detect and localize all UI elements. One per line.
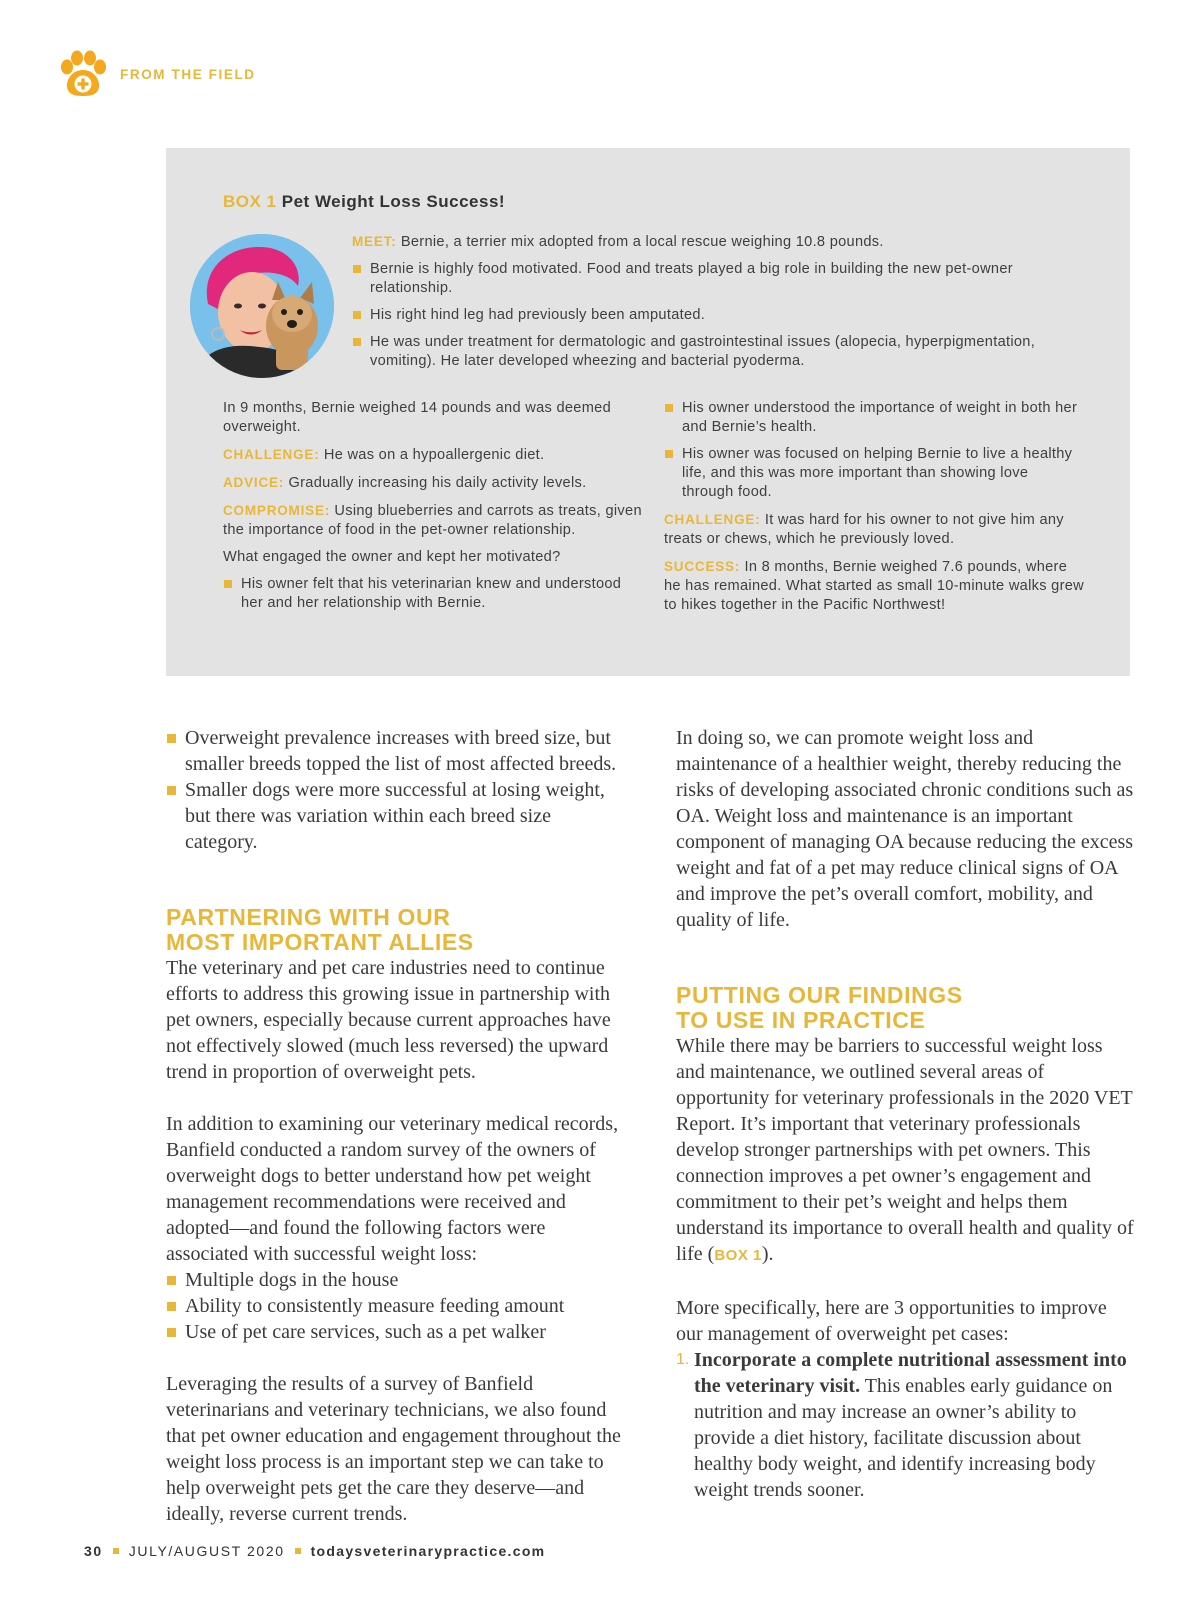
findings-bullets	[166, 725, 626, 855]
paragraph: In doing so, we can promote weight loss and maintenance of a healthier weight, thereby reducing the risks of developing associated chronic conditions such as OA. Weight loss and maintenance is an important component of managing OA because reducing the excess weight and fat of a pet may reduce clinical signs of OA and improve the pet’s overall comfort, mobility, and quality of life.	[676, 727, 1134, 931]
advice-label: ADVICE:	[223, 475, 285, 490]
paragraph-end: ).	[761, 1243, 774, 1265]
motivation-bullets-right	[664, 399, 1084, 502]
meet-bullets	[352, 260, 1072, 371]
success-label: SUCCESS:	[664, 559, 741, 574]
photo-illustration	[190, 234, 334, 378]
success-factors-list	[166, 1267, 626, 1345]
separator-square-icon	[113, 1548, 119, 1554]
factor-item: Multiple dogs in the house	[166, 1267, 626, 1293]
meet-label: MEET:	[352, 234, 397, 249]
body-column-left	[166, 725, 626, 1527]
box-success	[664, 557, 1084, 615]
paragraph-text: While there may be barriers to successful weight loss and maintenance, we outlined several areas of opportunity for veterinary professionals in the 2020 VET Report. It’s important that veterinary professionals develop stronger partnerships with pet owners. This connection improves a pet owner’s engagement and commitment to their pet’s weight and helps them understand its importance to overall health and quality of life (	[676, 1035, 1134, 1265]
box-column-right	[664, 399, 1084, 623]
body-column-right	[676, 725, 1136, 1503]
box-intro: In 9 months, Bernie weighed 14 pounds and was deemed overweight.	[223, 400, 611, 435]
challenge-label: CHALLENGE:	[664, 512, 761, 527]
findings-bullet: Smaller dogs were more successful at losing weight, but there was variation within each breed size category.	[166, 777, 626, 855]
paragraph: In addition to examining our veterinary medical records, Banfield conducted a random survey of the owners of overweight dogs to better understand how pet weight management recommendations were received and adopted—and found the following factors were associated with successful weight loss:	[166, 1113, 619, 1265]
item-text: This enables early guidance on nutrition and may increase an owner’s ability to provide a diet history, facilitate discussion about healthy body weight, and identify increasing body weight trends sooner.	[694, 1375, 1113, 1501]
site-url: todaysveterinarypractice.com	[310, 1543, 546, 1559]
challenge-text: He was on a hypoallergenic diet.	[319, 447, 545, 463]
heading-line: PARTNERING WITH OUR	[166, 904, 451, 930]
heading-line: MOST IMPORTANT ALLIES	[166, 929, 474, 955]
advice-text: Gradually increasing his daily activity levels.	[284, 475, 587, 491]
owner-and-dog-photo	[190, 234, 334, 378]
motivation-bullets-left	[223, 575, 643, 613]
box-reference: BOX 1	[714, 1247, 762, 1264]
page-number: 30	[84, 1543, 103, 1559]
page-footer	[84, 1543, 545, 1559]
heading-line: PUTTING OUR FINDINGS	[676, 982, 963, 1008]
opportunity-item	[676, 1347, 1136, 1503]
section-header	[58, 50, 256, 98]
success-text: In 8 months, Bernie weighed 7.6 pounds, where he has remained. What started as small 10-minute walks grew to hikes together in the Pacific Northwest!	[664, 559, 1085, 613]
findings-bullet: Overweight prevalence increases with breed size, but smaller breeds topped the list of most affected breeds.	[166, 725, 626, 777]
box-1-sidebar	[166, 148, 1130, 676]
box-column-left	[223, 399, 643, 621]
paragraph	[676, 1033, 1136, 1269]
box-compromise	[223, 501, 643, 540]
paragraph: Leveraging the results of a survey of Banfield veterinarians and veterinary technicians, we also found that pet owner education and engagement throughout the weight loss process is an important step we can take to help overweight pets get the care they deserve—and ideally, reverse current trends.	[166, 1373, 621, 1525]
box-question: What engaged the owner and kept her motivated?	[223, 549, 561, 565]
compromise-label: COMPROMISE:	[223, 503, 331, 518]
box-heading: Pet Weight Loss Success!	[281, 192, 506, 211]
compromise-text: Using blueberries and carrots as treats, given the importance of food in the pet-owner relationship.	[223, 503, 642, 538]
heading-line: TO USE IN PRACTICE	[676, 1007, 926, 1033]
paragraph: The veterinary and pet care industries need to continue efforts to address this growing issue in partnership with pet owners, especially because current approaches have not effectively slowed (much less reversed) the upward trend in proportion of overweight pets.	[166, 957, 611, 1083]
item-number: 1.	[676, 1351, 690, 1368]
section-heading-putting	[676, 983, 1136, 1033]
box-challenge-2	[664, 510, 1084, 549]
motivation-bullet: His owner understood the importance of weight in both her and Bernie’s health.	[664, 399, 1084, 437]
item-bold: Incorporate a complete nutritional assessment into the veterinary visit.	[694, 1349, 1127, 1397]
factor-item: Ability to consistently measure feeding amount	[166, 1293, 626, 1319]
meet-bullet: Bernie is highly food motivated. Food and treats played a big role in building the new pet-owner relationship.	[352, 260, 1072, 298]
challenge-label: CHALLENGE:	[223, 447, 320, 462]
meet-bullet: He was under treatment for dermatologic and gastrointestinal issues (alopecia, hyperpigmentation, vomiting). He later developed wheezing and bacterial pyoderma.	[352, 333, 1072, 371]
paw-plus-icon	[58, 50, 108, 98]
meet-bullet: His right hind leg had previously been amputated.	[352, 306, 1072, 325]
meet-line	[352, 232, 1072, 252]
section-label: FROM THE FIELD	[120, 66, 256, 82]
meet-block	[352, 232, 1072, 379]
motivation-bullet: His owner felt that his veterinarian knew and understood her and her relationship with Bernie.	[223, 575, 643, 613]
separator-square-icon	[295, 1548, 301, 1554]
paragraph: More specifically, here are 3 opportunities to improve our management of overweight pet cases:	[676, 1297, 1107, 1345]
box-title	[223, 192, 505, 211]
opportunities-list	[676, 1347, 1136, 1503]
box-challenge-1	[223, 445, 643, 465]
box-advice	[223, 473, 643, 493]
section-heading-partnering	[166, 905, 626, 955]
meet-text: Bernie, a terrier mix adopted from a local rescue weighing 10.8 pounds.	[396, 234, 884, 250]
challenge-text: It was hard for his owner to not give him any treats or chews, which he previously loved.	[664, 512, 1064, 547]
issue-date: JULY/AUGUST 2020	[128, 1543, 285, 1559]
box-tag: BOX 1	[223, 192, 277, 211]
motivation-bullet: His owner was focused on helping Bernie to live a healthy life, and this was more important than showing love through food.	[664, 445, 1084, 502]
factor-item: Use of pet care services, such as a pet walker	[166, 1319, 626, 1345]
